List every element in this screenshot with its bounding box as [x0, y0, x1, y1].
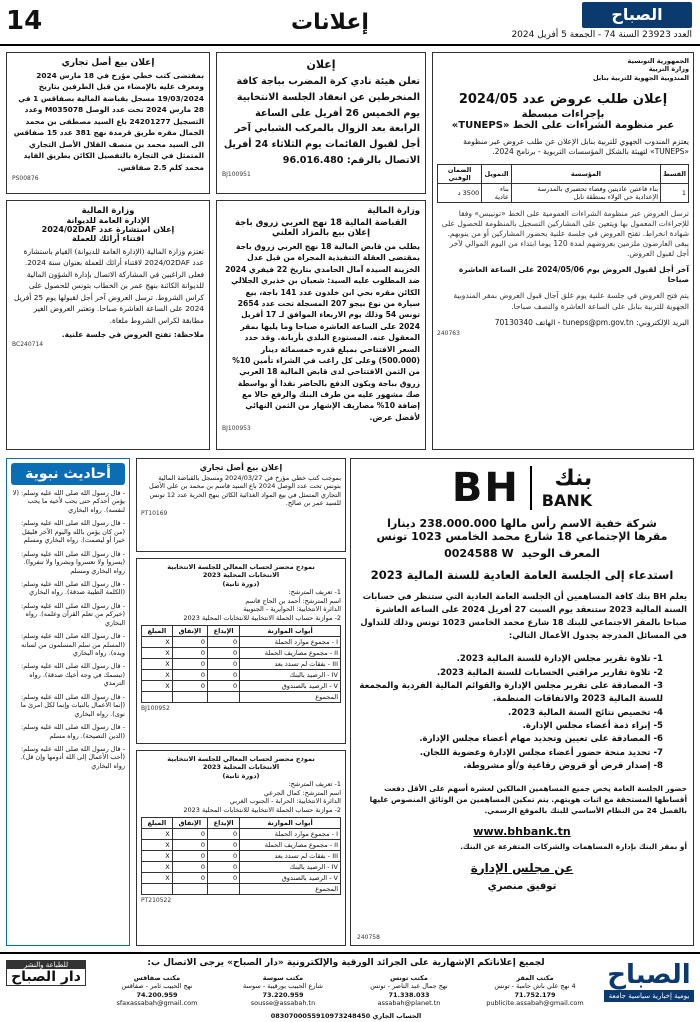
bank-board: عن مجلس الإدارة — [470, 860, 574, 875]
form-title: الانتخابات المحلية 2023 — [202, 763, 280, 772]
table-cell: 0 — [208, 851, 240, 862]
table-header: المبلغ — [142, 626, 173, 637]
table-header: المبلغ — [142, 818, 173, 829]
customs-subtitle: اقتناء أرائك للعملة — [72, 234, 144, 243]
customs-head: وزارة المالية — [81, 206, 135, 216]
hadith-item: - قال رسول الله صلى الله عليه وسلم: (خيركم من تعلم القرآن وعلمه). رواه البخاري — [21, 601, 125, 627]
bank-logo-ar: بنك — [554, 466, 593, 491]
office-name: مكتب سوسة — [262, 974, 304, 982]
bank-intro: يعلم BH بنك كافة المساهمين أن الجلسة العامة العادية التي ستنظر في حسابات السنة المالية 2023 ستنعقد يوم السبت 27 أفريل 2024 على الساعة العاشرة صباحا بالمقر الاجتماعي للبنك 18 شارع محمد الخامس 1023 تونس وذلك للتداول في المسائل المدرجة بجدول الأعمال التالي: — [360, 591, 687, 640]
table-cell: 0 — [172, 829, 207, 840]
tender-contact: البريد الإلكتروني: tuneps@pm.gov.tn - الهاتف 70130340 — [494, 317, 689, 327]
office-addr: نهج جمال عبد الناصر - تونس — [370, 982, 448, 991]
bank-id-value: 0024588 W — [444, 547, 514, 560]
bank-signer: توفيق منصري — [487, 880, 557, 892]
table-row — [142, 670, 341, 681]
bank-general-assembly — [350, 458, 694, 946]
section-title: إعلانات — [291, 10, 369, 35]
table-cell: I - مجموع موارد الحملة — [240, 637, 341, 648]
office-phone: 71.752.179 — [514, 990, 556, 999]
ad-code: BJ100951 — [222, 170, 251, 178]
table-cell — [172, 692, 207, 703]
hadith-item: - قال رسول الله صلى الله عليه وسلم: (المسلم من سلم المسلمون من لسانه ويده). رواه البخاري — [21, 632, 125, 657]
hadith-column — [6, 458, 130, 946]
table-cell: 0 — [172, 681, 207, 692]
form-round: (دورة ثانية) — [222, 579, 260, 588]
bank-notes: حضور الجلسة العامة يخص جميع المساهمين المالكين لعشرة أسهم على الأقل دفعت أقساطها المستحقة مع اثبات هويتهم. يتم تمكين المساهمين من الوثائق المنصوص عليها بالفصل 24 من النظام الأساسي للبنك بالموقع الرسمي. — [369, 784, 687, 816]
table-cell — [142, 692, 173, 703]
page-number: 14 — [6, 6, 43, 36]
table-row — [142, 884, 341, 895]
brand-logo: الصباح — [582, 2, 692, 28]
office-email[interactable]: sfaxassabah@gmail.com — [116, 999, 198, 1008]
bank-hq: مقرها الإجتماعي 18 شارع محمد الخامس 1023 تونس — [376, 530, 668, 543]
bank-logo — [357, 465, 687, 511]
table-cell: 0 — [172, 862, 207, 873]
tender-notice — [432, 52, 694, 450]
election-form-2 — [136, 750, 346, 946]
table-cell — [142, 884, 173, 895]
office-email[interactable]: assabah@planet.tn — [377, 999, 441, 1008]
office-name: مكتب المقر — [516, 974, 554, 982]
office-phone: 73.220.959 — [262, 990, 304, 999]
notice-body: تعلن هيئة نادي كرة المضرب بباجة كافة المنخرطين عن انعقاد الجلسة الانتخابية يوم الخميس 26 أفريل على الساعة الرابعة بعد الزوال بالمركب الشبابي آخر أجل لقبول القائمات يوم الثلاثاء 24 أفريل الاتصال بالرقم: 96.016.480 — [223, 76, 420, 167]
form-line: الدائرة الانتخابية: الحوايرية - الجنوبية — [243, 605, 341, 614]
table-cell: II - مجموع مصاريف الحملة — [240, 840, 341, 851]
hadith-title: أحاديث نبوية — [11, 463, 125, 485]
auction-body: يطلب من قابض المالية 18 نهج العربي زروق باجة بمقتضى العقلة التنفيذية المجراة من قبل عدل الخزينة السيدة آمال الحامدي بتاريخ 22 فيفري 2024 ضد المطلوب عليه السيد: شعبان بن خذيري الجلالي الكائن مقره بحي ابن خلدون عدد 141 باجة، بيع سيارة من نوع بيجو 207 المسجلة تحت عدد 2654 تونس 54 وذلك يوم الاربعاء الموافق لـ 17 أفريل 2024 على الساعة العاشرة صباحا وما يليها بمقر المعقول عنه. المستودع البلدي بأربانة. وقد حدد السعر الافتتاحي بمبلغ قدره خمسمائة دينار (500.000) وعلى كل راغب في الشراء تأمين 10% من الثمن الافتتاحي لدى قابض المالية 18 العربي زروق بباجة ويكون الدفع بالحاضر نقدا أو بواسطة صك مشهور عليه من طرف البنك والرفع حالا مع إضافة 10% مصاريف الإشهار من الثمن النهائي لأفضل عرض. — [225, 242, 420, 422]
customs-sub: الإدارة العامة للديوانة — [66, 216, 150, 225]
table-cell: 0 — [208, 873, 240, 884]
ad-code: BJ100953 — [222, 425, 251, 433]
office-name: مكتب صفاقس — [133, 974, 181, 982]
table-cell: المجموع — [240, 884, 341, 895]
table-cell: 0 — [172, 670, 207, 681]
table-row — [142, 637, 341, 648]
auction-head: وزارة المالية — [367, 206, 420, 216]
ad-code: BC240714 — [12, 341, 44, 349]
table-cell: 0 — [172, 648, 207, 659]
tender-table — [437, 164, 689, 203]
table-header: الإنفاق — [172, 626, 207, 637]
office — [96, 974, 218, 1008]
page-footer — [0, 952, 700, 1022]
footer-banner: لجميع إعلاناتكم الإشهارية على الجرائد الورقية والإلكترونية «دار الصباح» يرجى الاتصال ب: — [147, 958, 545, 968]
ad-code: 240758 — [357, 934, 380, 941]
table-cell: 1 — [661, 183, 689, 202]
ad-code: PT210522 — [141, 897, 172, 905]
bank-company: شركة خفية الاسم رأس مالها 238.000.000 دينارا — [387, 517, 657, 530]
office — [222, 974, 344, 1008]
form-line: 2- موازنة حساب الحملة الانتخابية للانتخابات المحلية 2023 — [183, 613, 341, 622]
table-cell: بناء قاعتين عاديتين وفضاء تحضيري بالمدرسة الإعدادية حي الولاء بمنطقة نابل — [511, 183, 660, 202]
business-sale-notice — [6, 52, 210, 194]
customs-consultation — [6, 200, 210, 450]
table-cell: X — [142, 637, 173, 648]
agenda-item: 7- تحديد منحة حضور أعضاء مجلس الإدارة وعضوية اللجان. — [419, 747, 663, 758]
table-row — [142, 648, 341, 659]
office-addr: شارع الحبيب بورقيبة - سوسة — [243, 982, 323, 991]
issue-line: العدد 23923 السنة 74 - الجمعة 5 أفريل 2024 — [511, 30, 692, 40]
table-row — [142, 851, 341, 862]
tender-body: يعتزم المندوب الجهوي للتربية بنابل الإعلان عن طلب عروض عبر منظومة «TUNEPS» لتهيئة بالشكل المؤسسات التربوية - برنامج 2024. — [463, 137, 689, 157]
page-header — [0, 0, 700, 46]
small-sale-body: بموجب كتب خطي مؤرخ في 2024/03/27 ومسجل بالقباضة المالية بتونس تحت عدد الوصل 2024 باع السيد قاسم بن محمد بن علي الأصل التجاري المتمثل في بيع المواد الغذائية الكائن بنهج الحرية عدد 12 تونس للسيد عمر بن صالح. — [149, 474, 341, 508]
tender-subtitle: بإجراءات مبسطة عبر منظومة الشراءات على الخط «TUNEPS» — [451, 109, 675, 132]
tender-filler: ترسل العروض عبر منظومة الشراءات العمومية على الخط «تونيبس» وفقا للإجراءات المعمول بها ويتعين على المشاركين التسجيل بالمنظومة للحصول على شهادة انخراط. تفتح العروض في جلسة علنية بحضور المشاركين أو من ينوبهم. يبقى العارضون ملزمين بعروضهم لمدة 120 يوما ابتداء من اليوم الموالي لآخر أجل لقبول العروض. — [441, 208, 689, 259]
table-cell — [208, 884, 240, 895]
small-sale-notice — [136, 458, 346, 552]
table-cell: X — [142, 851, 173, 862]
form-line: اسم المترشح: أحمد بن الحاج قاسم — [245, 596, 341, 605]
ad-code: PT10169 — [141, 509, 168, 517]
auction-sub: القباضة المالية 18 نهج العربي زروق باجة — [235, 218, 407, 228]
table-header: أبواب الموازنة — [240, 818, 341, 829]
table-cell — [172, 884, 207, 895]
footer-left-brand: دار الصباح — [11, 969, 81, 985]
table-row — [142, 829, 341, 840]
office-email[interactable]: publicite.assabah@gmail.com — [486, 999, 584, 1008]
office — [348, 974, 470, 1008]
office-addr: 4 نهج علي باش حامبة - تونس — [494, 982, 576, 991]
table-cell: X — [142, 862, 173, 873]
form-title: الانتخابات المحلية 2023 — [202, 571, 280, 580]
table-cell: III - نفقات لم تسدد بعد — [240, 851, 341, 862]
table-cell: IV - الرصيد بالبنك — [240, 862, 341, 873]
form-line: 2- موازنة حساب الحملة الانتخابية للانتخابات المحلية 2023 — [183, 805, 341, 814]
auction-title: إعلان بيع بالمزاد العلني — [271, 228, 371, 238]
table-cell: 0 — [172, 851, 207, 862]
agenda-item: 4- تخصيص نتائج السنة المالية 2023. — [508, 707, 663, 718]
sale-title: إعلان بيع أصل تجاري — [61, 58, 155, 68]
footer-offices — [96, 974, 596, 1008]
footer-account: الحساب الجاري 0830700055910973248450 — [270, 1012, 422, 1020]
office — [474, 974, 596, 1008]
office-name: مكتب تونس — [390, 974, 428, 982]
agenda-item: 3- المصادقة على تقرير مجلس الإدارة والقوائم المالية الفردية والمجمعة للسنة المالية 2023 والاتفاقات المنظمة. — [359, 681, 663, 705]
customs-closing: ملاحظة: تفتح العروض في جلسة علنية. — [61, 330, 204, 340]
table-cell: X — [142, 670, 173, 681]
form-line: 1- تعريف المترشح: — [288, 588, 341, 597]
form-table — [141, 817, 341, 895]
hadith-item: - قال رسول الله صلى الله عليه وسلم: (الدين النصيحة). رواه مسلم — [21, 723, 125, 740]
table-cell: V - الرصيد بالصندوق — [240, 873, 341, 884]
notice-title: إعلان — [306, 58, 336, 71]
table-row — [142, 659, 341, 670]
footer-logo-right — [604, 960, 694, 1002]
table-cell: 0 — [208, 829, 240, 840]
footer-brand-sub: يومية إخبارية سياسية جامعة — [604, 990, 694, 1002]
bank-agenda — [357, 653, 687, 773]
table-cell: X — [142, 681, 173, 692]
form-round: (دورة ثانية) — [222, 771, 260, 780]
sale-body: بمقتضى كتب خطي مؤرخ في 18 مارس 2024 ومعرف عليه بالإمضاء من قبل الطرفين بتاريخ 19/03/2024 مسجل بقباضة المالية بصفاقس 1 في 28 مارس 2024 تحت عدد الوصل M035078 وعدد التسجيل 24201277 باع السيد مصطفى بن محمد الجمال مقره طريق قرمدة نهج 381 عدد 15 صفاقس الى السيد محمد بن منصف القلال الأصل التجاري المتمثل في التجارة بالتفصيل الكائن بطريق القايد محمد كلم 2.5 صفاقس. — [13, 71, 204, 172]
table-header: المؤسسة — [511, 164, 660, 183]
bank-title: استدعاء إلى الجلسة العامة العادية للسنة المالية 2023 — [370, 568, 674, 582]
hadith-item: - قال رسول الله صلى الله عليه وسلم: (لا يؤمن أحدكم حتى يحب لأخيه ما يحب لنفسه). رواه البخاري — [12, 489, 125, 514]
auction-notice — [216, 200, 426, 450]
table-row — [142, 692, 341, 703]
form-table — [141, 625, 341, 703]
table-cell — [208, 692, 240, 703]
table-cell: I - مجموع موارد الحملة — [240, 829, 341, 840]
table-cell: III - نفقات لم تسدد بعد — [240, 659, 341, 670]
bank-id-label: المعرف الوحيد — [521, 547, 600, 560]
table-cell: X — [142, 648, 173, 659]
office-phone: 74.200.959 — [136, 990, 178, 999]
table-cell: 0 — [208, 670, 240, 681]
form-org: نموذج محضر لحساب المعالي للجلسة الانتخابية — [167, 563, 315, 571]
tender-deadline: آخر أجل لقبول العروض يوم 2024/05/06 على الساعة العاشرة صباحا — [458, 265, 689, 285]
form-line: الدائرة الانتخابية: الحرابة - الجنوب الغربي — [229, 797, 341, 806]
table-cell: X — [142, 829, 173, 840]
form-org: نموذج محضر لحساب المعالي للجلسة الانتخابية — [167, 755, 315, 763]
tender-filler-2: يتم فتح العروض في جلسة علنية يوم غلق آجال قبول العروض بمقر المندوبية الجهوية للتربية بنابل على الساعة العاشرة والنصف صباحا. — [453, 291, 689, 311]
office-phone: 71.338.033 — [388, 990, 430, 999]
table-cell: V - الرصيد بالصندوق — [240, 681, 341, 692]
small-sale-title: إعلان بيع أصل تجاري — [199, 463, 283, 472]
table-row — [142, 873, 341, 884]
hadith-item: - قال رسول الله صلى الله عليه وسلم: (إنما الأعمال بالنيات وإنما لكل امرئ ما نوى). رواه البخاري — [20, 692, 125, 718]
agenda-item: 2- تلاوة تقارير مراقبي الحسابات للسنة المالية 2023. — [436, 667, 663, 678]
table-header: التمويل — [482, 164, 512, 183]
customs-title: إعلان استشارة عدد 2024/02DAF — [41, 225, 175, 234]
table-row — [142, 681, 341, 692]
hadith-item: - قال رسول الله صلى الله عليه وسلم: (الكلمة الطيبة صدقة). رواه البخاري — [21, 579, 125, 597]
ad-code: PS00876 — [12, 175, 39, 183]
table-header: أبواب الموازنة — [240, 626, 341, 637]
form-line: 1- تعريف المترشح: — [288, 780, 341, 789]
ad-code: BJ100952 — [141, 705, 170, 713]
table-cell: IV - الرصيد بالبنك — [240, 670, 341, 681]
table-cell: 0 — [172, 840, 207, 851]
agenda-item: 8- إصدار قرض أو قروض رقاعية و/أو مشروطة. — [463, 760, 663, 771]
hadith-item: - قال رسول الله صلى الله عليه وسلم: (أحب الأعمال إلى الله أدومها وإن قل). رواه البخاري — [20, 744, 125, 770]
table-header: الإنفاق — [172, 818, 207, 829]
footer-brand: الصباح — [607, 960, 691, 990]
hadith-item: - قال رسول الله صلى الله عليه وسلم: (يسروا ولا تعسروا وبشروا ولا تنفروا). رواه البخاري ومسلم — [21, 549, 125, 575]
logo-divider — [530, 466, 532, 510]
table-cell: 0 — [208, 840, 240, 851]
hadith-item: - قال رسول الله صلى الله عليه وسلم: (تبسمك في وجه أخيك صدقة). رواه الترمذي — [21, 662, 125, 688]
tender-title: إعلان طلب عروض عدد 2024/05 — [458, 92, 668, 108]
footer-logo-left — [6, 960, 86, 986]
bank-id — [357, 547, 687, 560]
table-cell: 0 — [172, 637, 207, 648]
table-cell: بناء عادية — [482, 183, 512, 202]
table-cell: 0 — [208, 862, 240, 873]
table-cell: 0 — [208, 659, 240, 670]
agenda-item: 5- إبراء ذمة أعضاء مجلس الإدارة. — [522, 721, 663, 731]
table-cell: 0 — [172, 659, 207, 670]
table-cell: X — [142, 873, 173, 884]
form-line: اسم المترشح: كمال الجرعي — [263, 788, 341, 797]
table-row — [142, 862, 341, 873]
footer-left-tag: للطباعة والنشر — [7, 961, 85, 969]
customs-body: تعتزم وزارة المالية (الإدارة العامة للديوانة) القيام باستشارة عدد 2024/02DAF لاقتناء أرائك للعملة بعنوان سنة 2024. فعلى الراغبين في المشاركة الاتصال بإدارة الشؤون المالية للديوانة الكائنة بنهج عمر بن الخطاب بتونس للحصول على كراس الشروط. ترسل العروض آخر أجل لقبولها يوم 25 أفريل 2024 على الساعة العاشرة صباحا. وتعتبر العروض الغير مطابقة لكراس الشروط ملغاة. — [14, 247, 204, 325]
ad-code: 240763 — [437, 329, 460, 337]
table-header: الضمان الوقتي — [438, 164, 482, 183]
office-addr: نهج الحبيب ثامر - صفاقس — [121, 982, 193, 991]
bank-site-link[interactable]: www.bhbank.tn — [473, 824, 571, 838]
bank-logo-bank: BANK — [541, 491, 593, 510]
office-email[interactable]: sousse@assabah.tn — [250, 999, 316, 1008]
table-cell: 0 — [208, 637, 240, 648]
table-cell: 0 — [208, 648, 240, 659]
agenda-item: 6- المصادقة على تعيين وتجديد مهام أعضاء مجلس الإدارة. — [419, 734, 663, 745]
bank-site-note: أو بمقر البنك بإدارة المساهمات والشركات المتفرعة عن البنك. — [460, 841, 687, 851]
table-header: الإيداع — [208, 626, 240, 637]
bank-logo-en: BH — [451, 465, 520, 511]
tennis-club-notice — [216, 52, 426, 194]
table-cell: II - مجموع مصاريف الحملة — [240, 648, 341, 659]
table-header: الإيداع — [208, 818, 240, 829]
agenda-item: 1- تلاوة تقرير مجلس الإدارة للسنة المالية 2023. — [456, 654, 663, 665]
table-cell: X — [142, 659, 173, 670]
table-cell: X — [142, 840, 173, 851]
table-cell: المجموع — [240, 692, 341, 703]
table-cell: 0 — [172, 873, 207, 884]
hadith-item: - قال رسول الله صلى الله عليه وسلم: (من كان يؤمن بالله واليوم الآخر فليقل خيرا أو ليصمت). رواه البخاري ومسلم — [21, 519, 125, 545]
election-form-1 — [136, 558, 346, 744]
table-cell: 3500 د — [438, 183, 482, 202]
hadith-list — [11, 489, 125, 770]
tender-org: الجمهورية التونسية وزارة التربية المندوبية الجهوية للتربية بنابل — [592, 57, 689, 82]
table-cell: 0 — [208, 681, 240, 692]
table-header: القسط — [661, 164, 689, 183]
table-row — [142, 840, 341, 851]
